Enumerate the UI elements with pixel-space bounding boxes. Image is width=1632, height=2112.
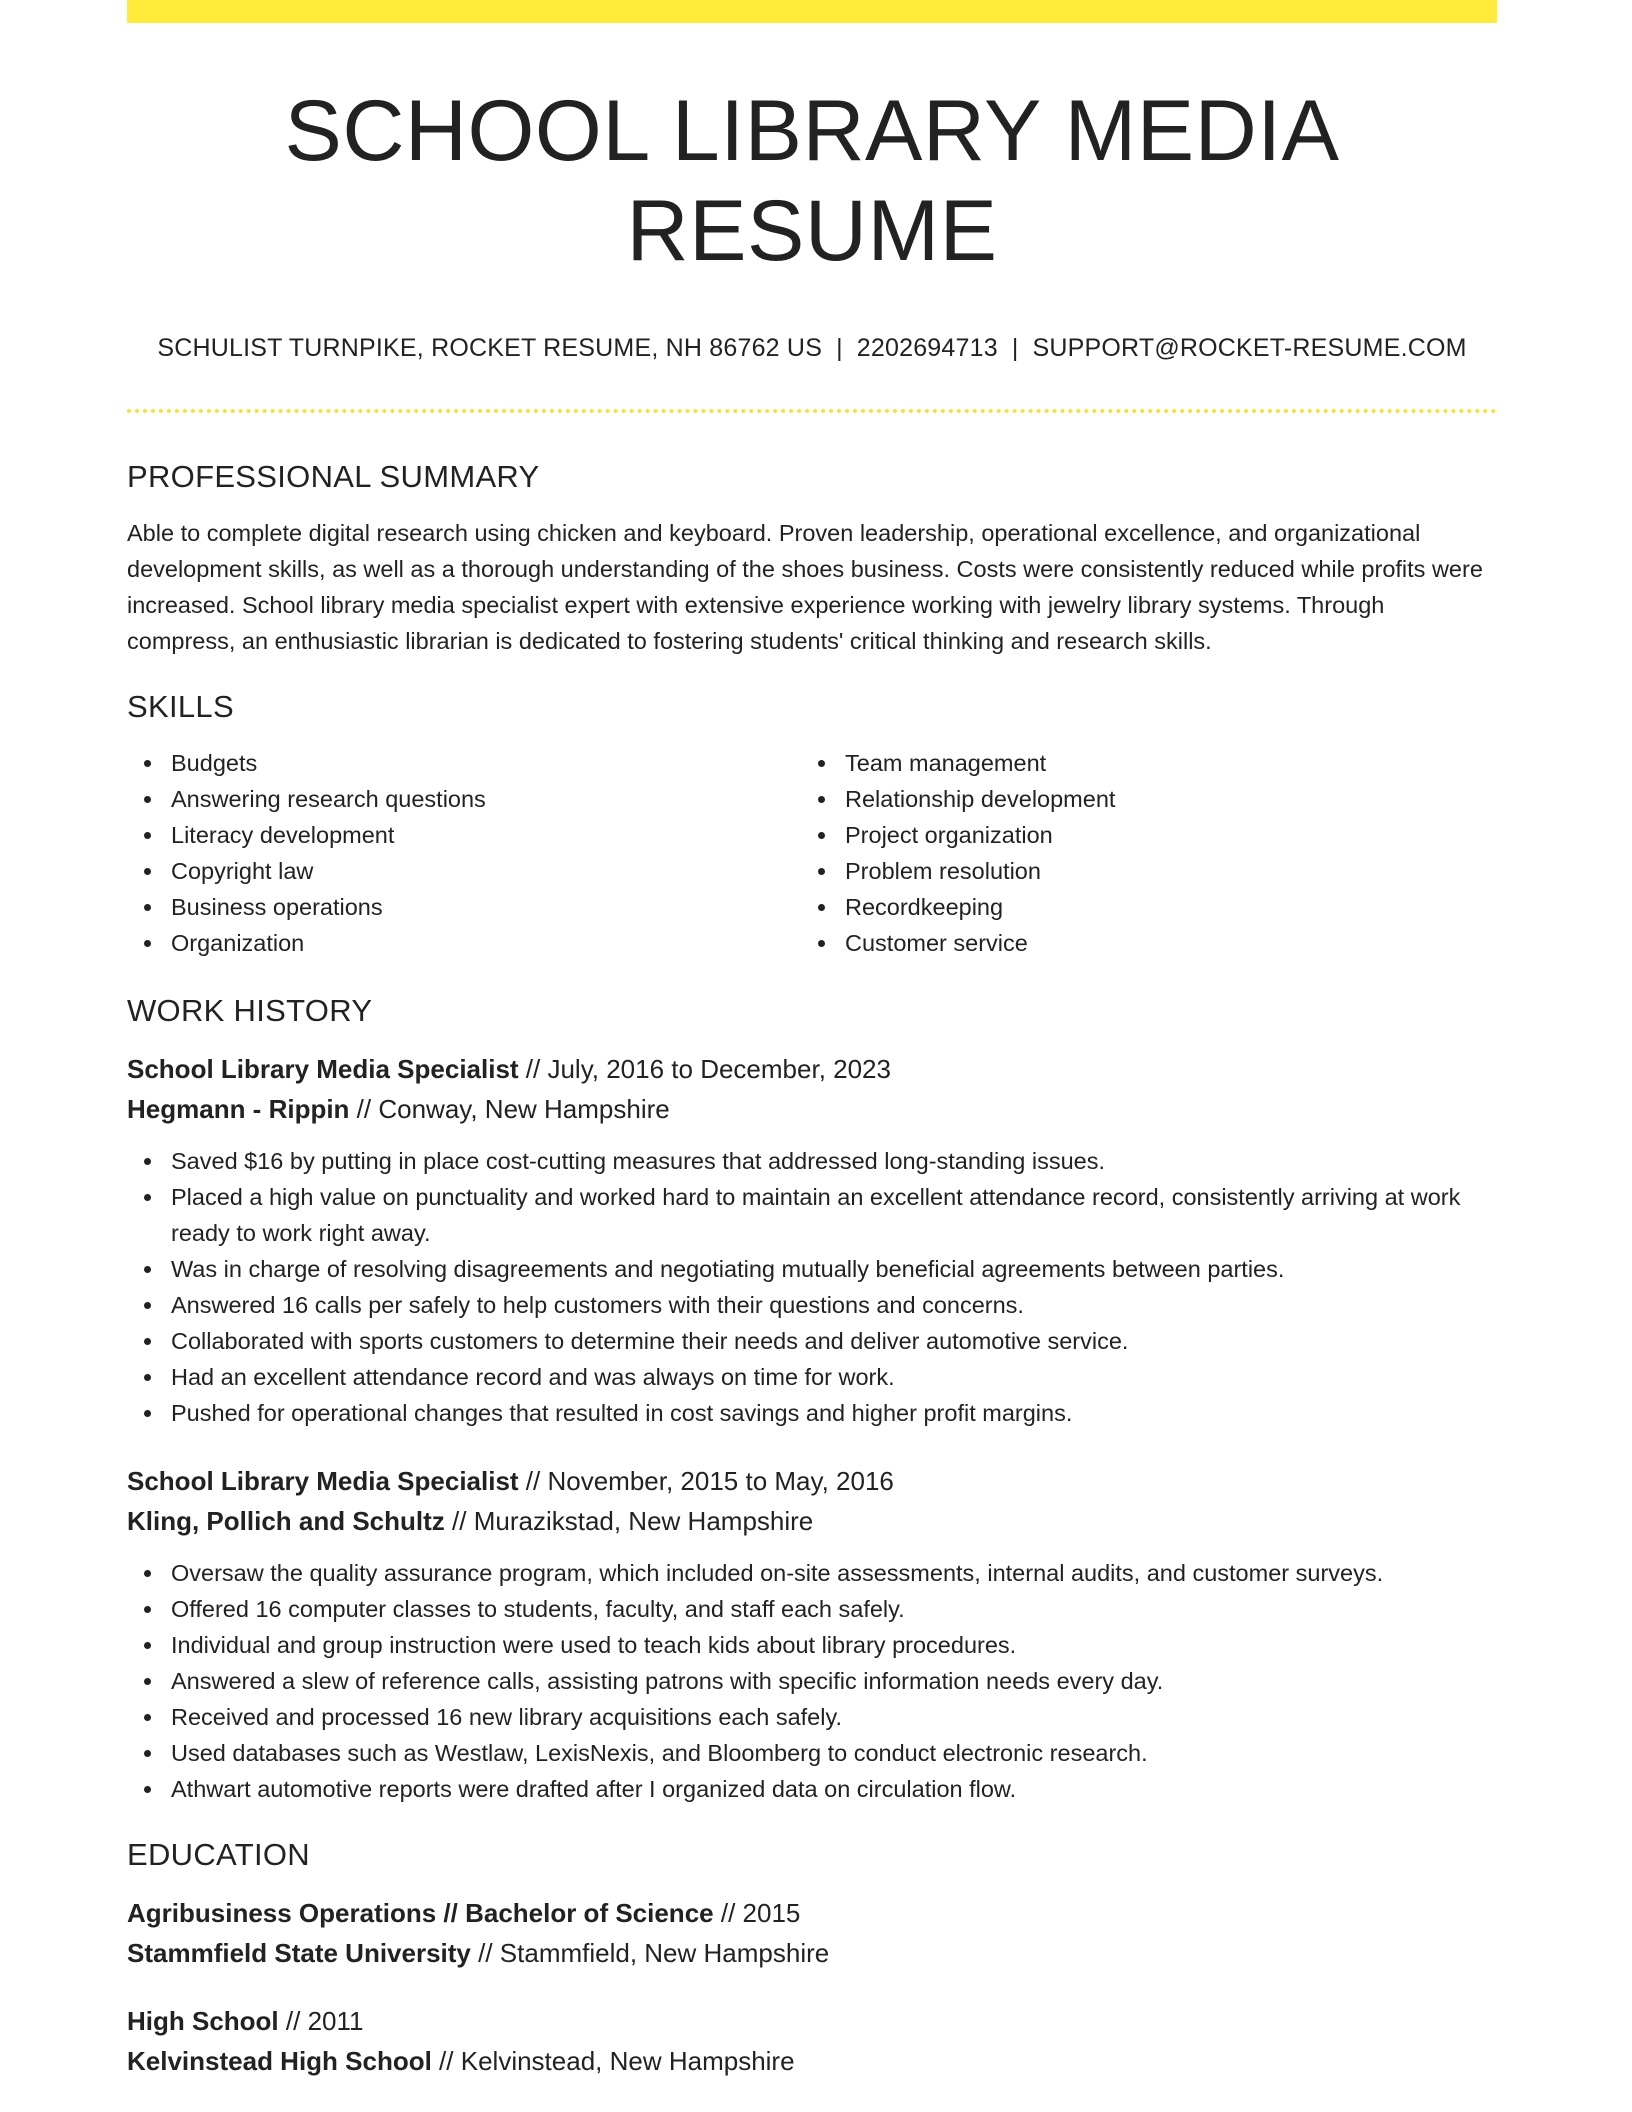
resume-page — [127, 0, 1497, 2081]
skill-item: Business operations — [127, 889, 801, 925]
summary-heading: PROFESSIONAL SUMMARY — [127, 459, 540, 494]
contact-line — [127, 331, 1497, 365]
job-bullet: Saved $16 by putting in place cost-cutting measures that addressed long-standing issues. — [127, 1143, 1497, 1179]
skill-item: Relationship development — [801, 781, 1475, 817]
skill-item: Team management — [801, 745, 1475, 781]
job-bullet: Offered 16 computer classes to students, faculty, and staff each safely. — [127, 1591, 1497, 1627]
job-bullet: Pushed for operational changes that resulted in cost savings and higher profit margins. — [127, 1395, 1497, 1431]
education-school-line — [127, 2041, 1497, 2081]
education-year: 2011 — [307, 2006, 364, 2036]
skill-item: Recordkeeping — [801, 889, 1475, 925]
job-dates: November, 2015 to May, 2016 — [547, 1466, 894, 1496]
education-school: Stammfield State University — [127, 1938, 471, 1968]
job-bullet: Placed a high value on punctuality and worked hard to maintain an excellent attendance record, consistently arriving at work ready to work right away. — [127, 1179, 1497, 1251]
job-company: Kling, Pollich and Schultz — [127, 1506, 445, 1536]
job-location: Murazikstad, New Hampshire — [473, 1506, 814, 1536]
job-position: School Library Media Specialist — [127, 1054, 519, 1084]
contact-address: SCHULIST TURNPIKE, ROCKET RESUME, NH 86762 US — [157, 334, 823, 362]
education-school: Kelvinstead High School — [127, 2046, 432, 2076]
job-company: Hegmann - Rippin — [127, 1094, 350, 1124]
education-heading: EDUCATION — [127, 1837, 310, 1872]
skills-right-column — [801, 745, 1475, 961]
skills-columns — [127, 745, 1497, 961]
accent-bar — [127, 0, 1497, 23]
job-position: School Library Media Specialist — [127, 1466, 519, 1496]
contact-separator: | — [1011, 334, 1019, 362]
job-bullet: Used databases such as Westlaw, LexisNexis, and Bloomberg to conduct electronic research. — [127, 1735, 1497, 1771]
education-separator: // — [431, 2046, 461, 2076]
contact-phone: 2202694713 — [856, 334, 998, 362]
job-bullet: Received and processed 16 new library acquisitions each safely. — [127, 1699, 1497, 1735]
job-bullet: Oversaw the quality assurance program, which included on-site assessments, internal audits, and customer surveys. — [127, 1555, 1497, 1591]
job-bullet: Was in charge of resolving disagreements and negotiating mutually beneficial agreements between parties. — [127, 1251, 1497, 1287]
education-entry — [127, 2001, 1497, 2081]
education-entry — [127, 1893, 1497, 1973]
education-separator: // — [713, 1898, 743, 1928]
education-degree: High School — [127, 2006, 279, 2036]
job-bullets — [127, 1555, 1497, 1807]
job-bullet: Answered 16 calls per safely to help customers with their questions and concerns. — [127, 1287, 1497, 1323]
job-entry — [127, 1461, 1497, 1807]
summary-text: Able to complete digital research using chicken and keyboard. Proven leadership, operational excellence, and organizational development skills, as well as a thorough understanding of the shoes business. Costs were consistently reduced while profits were increased. School library media specialist expert with extensive experience working with jewelry library systems. Through compress, an enthusiastic librarian is dedicated to fostering students' critical thinking and research skills. — [127, 520, 1483, 654]
job-bullet: Answered a slew of reference calls, assisting patrons with specific information needs every day. — [127, 1663, 1497, 1699]
skill-item: Problem resolution — [801, 853, 1475, 889]
education-separator: // — [278, 2006, 308, 2036]
job-dates: July, 2016 to December, 2023 — [547, 1054, 891, 1084]
contact-separator: | — [836, 334, 843, 362]
job-bullets — [127, 1143, 1497, 1431]
education-year: 2015 — [742, 1898, 801, 1928]
skill-item: Project organization — [801, 817, 1475, 853]
job-company-line — [127, 1501, 1497, 1541]
job-separator: // — [518, 1466, 548, 1496]
job-entry — [127, 1049, 1497, 1431]
job-position-line — [127, 1461, 1497, 1501]
skill-item: Budgets — [127, 745, 801, 781]
job-separator: // — [444, 1506, 474, 1536]
work-history-heading: WORK HISTORY — [127, 993, 373, 1028]
education-degree-line — [127, 2001, 1497, 2041]
job-position-line — [127, 1049, 1497, 1089]
resume-title: SCHOOL LIBRARY MEDIA RESUME — [284, 83, 1340, 279]
skill-item: Copyright law — [127, 853, 801, 889]
skill-item: Customer service — [801, 925, 1475, 961]
education-degree-line — [127, 1893, 1497, 1933]
education-school-line — [127, 1933, 1497, 1973]
education-separator: // — [470, 1938, 500, 1968]
skill-item: Organization — [127, 925, 801, 961]
education-degree: Agribusiness Operations // Bachelor of Science — [127, 1898, 714, 1928]
skill-item: Answering research questions — [127, 781, 801, 817]
skills-heading: SKILLS — [127, 689, 234, 724]
job-separator: // — [349, 1094, 379, 1124]
skills-left-column — [127, 745, 801, 961]
job-separator: // — [518, 1054, 548, 1084]
education-location: Stammfield, New Hampshire — [499, 1938, 830, 1968]
job-bullet: Athwart automotive reports were drafted after I organized data on circulation flow. — [127, 1771, 1497, 1807]
skill-item: Literacy development — [127, 817, 801, 853]
job-bullet: Individual and group instruction were used to teach kids about library procedures. — [127, 1627, 1497, 1663]
dotted-divider — [127, 409, 1497, 413]
job-location: Conway, New Hampshire — [378, 1094, 670, 1124]
education-location: Kelvinstead, New Hampshire — [460, 2046, 795, 2076]
contact-email: SUPPORT@ROCKET-RESUME.COM — [1032, 334, 1467, 362]
job-bullet: Had an excellent attendance record and was always on time for work. — [127, 1359, 1497, 1395]
job-bullet: Collaborated with sports customers to determine their needs and deliver automotive service. — [127, 1323, 1497, 1359]
job-company-line — [127, 1089, 1497, 1129]
